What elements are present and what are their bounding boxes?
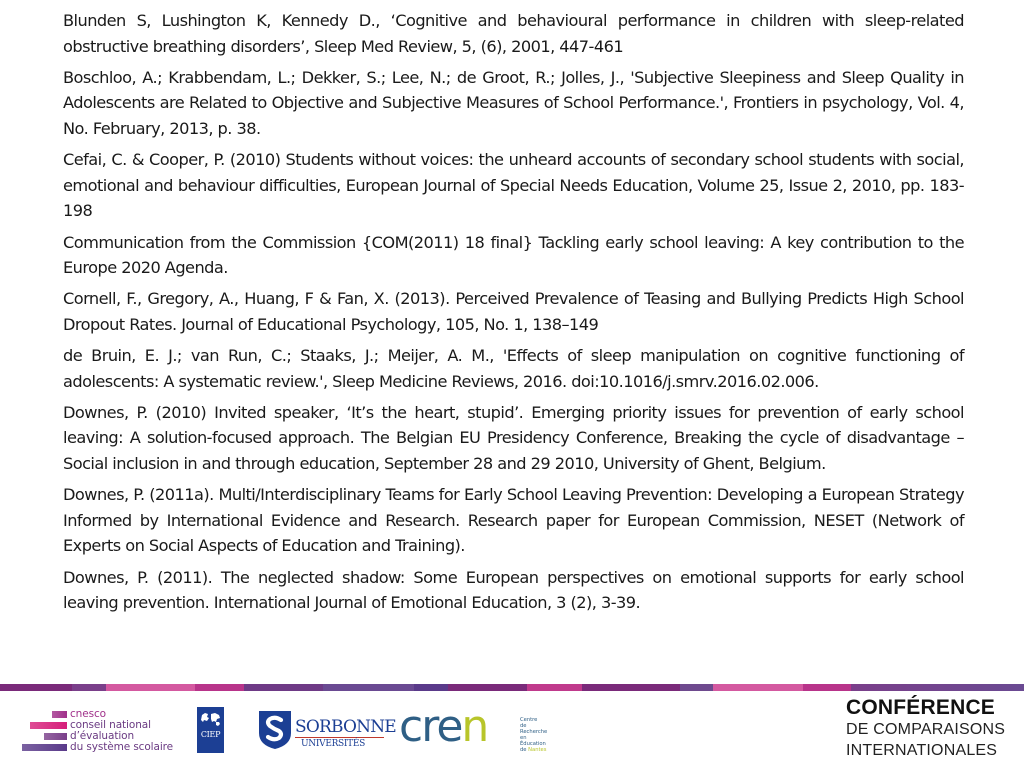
cren-subtitle-line [520,747,549,753]
cren-wordmark [399,701,488,752]
bar-segment [414,684,448,691]
bar-segment [106,684,195,691]
cren-logo [399,701,549,753]
reference-item: de Bruin, E. J.; van Run, C.; Staaks, J.; Meijer, A. M., 'Effects of sleep manipulation on cognitive functioning of adolescents: A systematic review.', Sleep Medicine Reviews, 2016. doi:10.1016/j.smrv.2016.02.006. [63,346,964,391]
ciep-logo [197,707,224,753]
cnesco-bar-icon [22,744,67,751]
sorbonne-subtitle: UNIVERSITÉS [301,739,366,749]
bar-segment [851,684,1024,691]
reference-item: Communication from the Commission {COM(2011) 18 final} Tackling early school leaving: A key contribution to the Europe 2020 Agenda. [63,232,964,278]
reference-item: Cefai, C. & Cooper, P. (2010) Students without voices: the unheard accounts of secondary school students with social, emotional and behaviour difficulties, European Journal of Special Needs Education, Volume 25, Issue 2, 2010, pp. 183-198 [63,150,964,221]
ciep-label: CIEP [200,730,221,739]
bar-segment [195,684,244,691]
bar-segment [527,684,582,691]
sorbonne-divider [295,737,384,738]
reference-item: Downes, P. (2011). The neglected shadow: Some European perspectives on emotional supports for early school leaving prevention. International Journal of Emotional Education, 3 (2), 3-39. [63,567,964,613]
bar-segment [582,684,680,691]
cren-subtitle-line: Centre [520,717,538,723]
reference-item: Boschloo, A.; Krabbendam, L.; Dekker, S.; Lee, N.; de Groot, R.; Jolles, J., 'Subjective Sleepiness and Sleep Quality in Adolescents are Related to Objective and Subjective Measures of School Performance.', Frontiers in psychology, Vol. 4, No. February, 2013, p. 38. [63,67,964,138]
conference-title-main: CONFÉRENCE [846,696,996,719]
cren-wordmark-accent: n [461,701,488,752]
reference-item: Downes, P. (2010) Invited speaker, ‘It’s the heart, stupid’. Emerging priority issues for prevention of early school leaving: A solution-focused approach. The Belgian EU Presidency Conference, Breaking the cycle of disadvantage – Social inclusion in and through education, September 28 and 29 2010, University of Ghent, Belgium. [63,402,964,474]
world-map-icon [197,709,224,731]
cren-subtitle-city: Nantes [528,747,547,753]
conference-title-line: DE COMPARAISONS [846,721,1006,738]
sorbonne-shield-icon [259,711,291,749]
bar-segment [448,684,527,691]
cnesco-bar-icon [52,711,67,718]
reference-list [63,8,964,621]
cnesco-bar-icon [44,733,67,740]
bar-segment [680,684,713,691]
cnesco-logo [22,709,182,755]
bar-segment [244,684,323,691]
cnesco-logo-text: d’évaluation [70,730,135,742]
cnesco-bar-icon [30,722,67,729]
reference-item: Cornell, F., Gregory, A., Huang, F & Fan, X. (2013). Perceived Prevalence of Teasing and Bullying Predicts High School Dropout Rates. Journal of Educational Psychology, 105, No. 1, 138–149 [63,289,964,334]
reference-item: Downes, P. (2011a). Multi/Interdisciplinary Teams for Early School Leaving Prevention: Developing a European Strategy Informed by International Evidence and Research. Research paper for European Commission, NESET (Network of Experts on Social Aspects of Education and Training). [63,485,964,556]
cren-subtitle [520,717,549,753]
reference-item: Blunden S, Lushington K, Kennedy D., ‘Cognitive and behavioural performance in children with sleep-related obstructive breathing disorders’, Sleep Med Review, 5, (6), 2001, 447-461 [63,11,964,56]
bar-segment [323,684,414,691]
sorbonne-logo [259,706,396,754]
conference-title-line: INTERNATIONALES [846,742,998,759]
bar-segment [72,684,106,691]
cnesco-logo-row [22,742,173,753]
decorative-color-bar [0,684,1024,691]
cnesco-logo-text: du système scolaire [70,741,173,753]
cren-subtitle-line: en Éducation [520,735,546,747]
bar-segment [0,684,72,691]
cnesco-logo-text: cnesco [70,708,106,720]
bar-segment [713,684,803,691]
bar-segment [803,684,851,691]
cren-wordmark-main: cre [399,701,462,752]
cren-subtitle-prefix: de [520,747,529,753]
sorbonne-name: SORBONNE [295,717,396,737]
cnesco-logo-text: conseil national [70,719,151,731]
conference-title [846,696,1016,761]
cren-subtitle-line: de Recherche [520,723,548,735]
